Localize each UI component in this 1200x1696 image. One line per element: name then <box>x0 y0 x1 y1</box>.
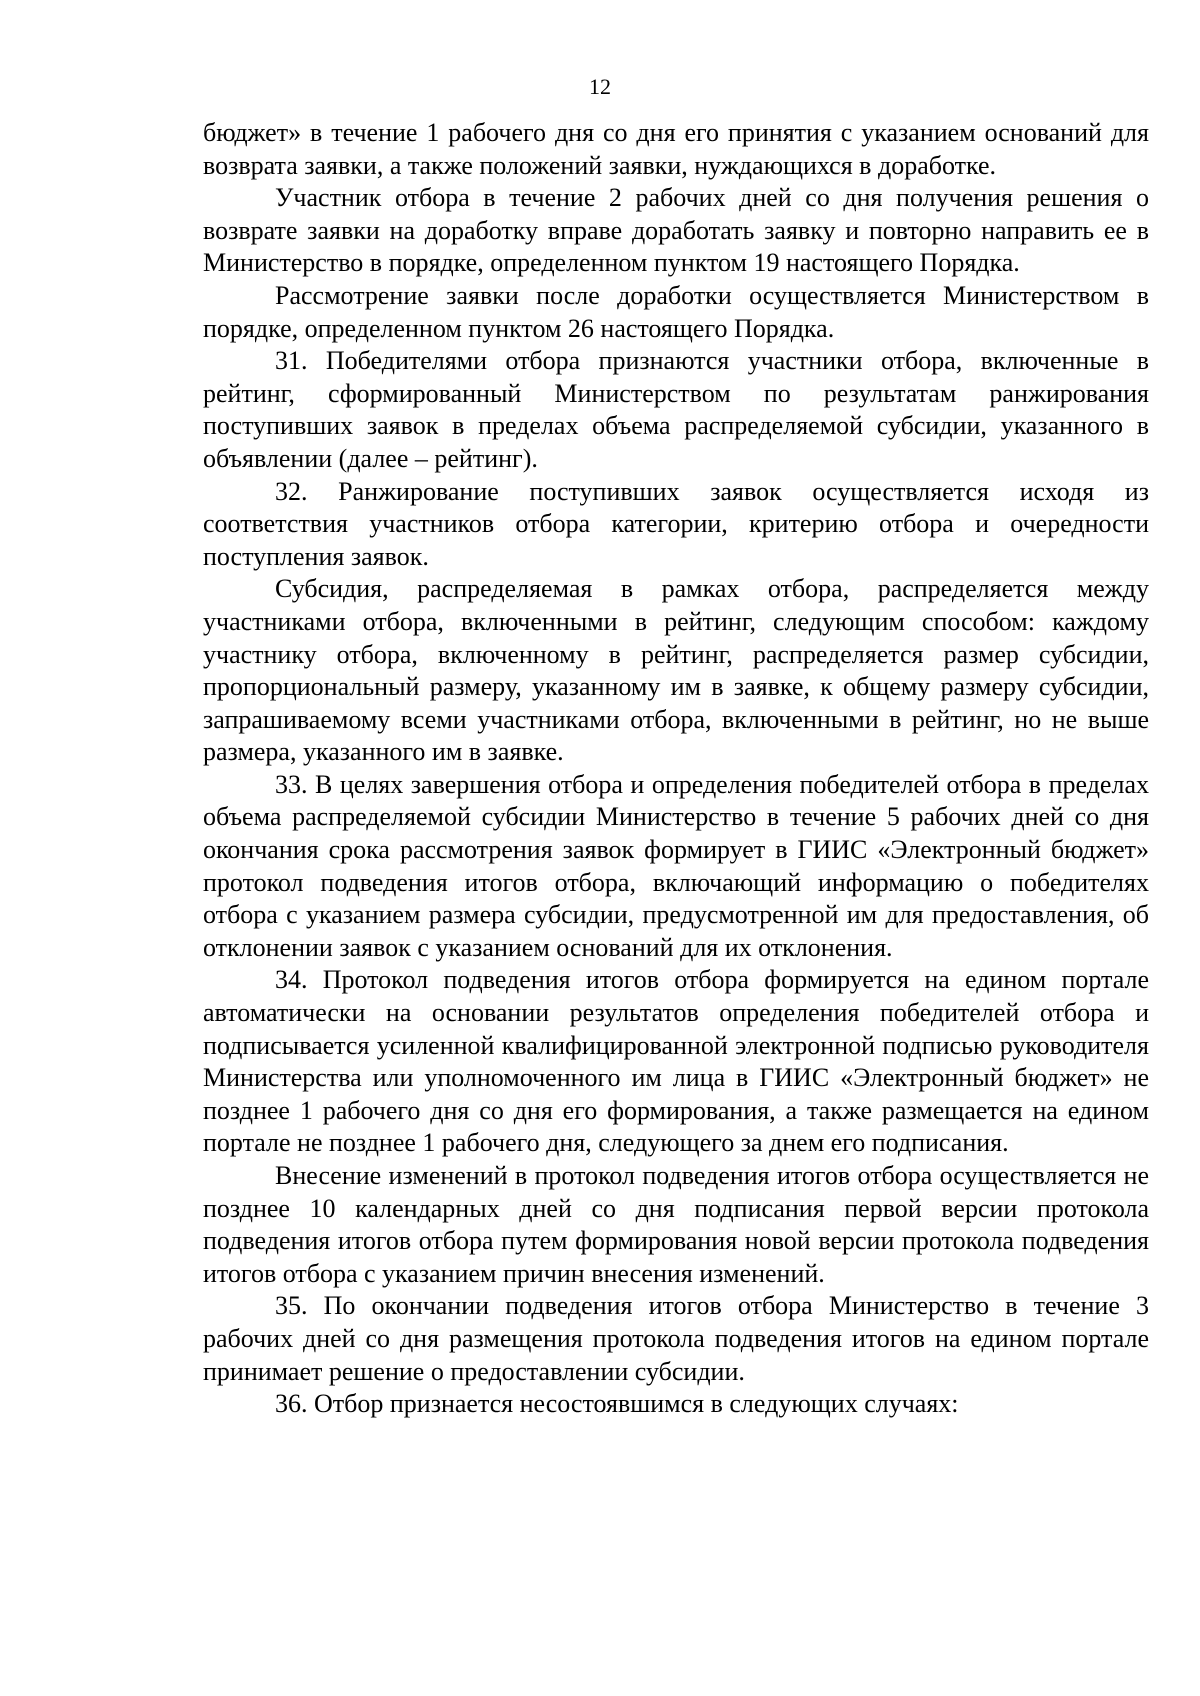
paragraph-item-31: 31. Победителями отбора признаются участники отбора, включенные в рейтинг, сформированный Министерством по результатам ранжирования поступивших заявок в пределах объема распределяемой субсидии, указанного в объявлении (далее – рейтинг). <box>203 346 1149 473</box>
paragraph-item-36: 36. Отбор признается несостоявшимся в следующих случаях: <box>275 1389 959 1419</box>
paragraph-review-after-revision: Рассмотрение заявки после доработки осуществляется Министерством в порядке, определенном пунктом 26 настоящего Порядка. <box>203 280 1149 343</box>
paragraph-subsidy-distribution: Субсидия, распределяемая в рамках отбора, распределяется между участниками отбора, включенными в рейтинг, следующим способом: каждому участнику отбора, включенному в рейтинг, распределяется размер субсидии, пропорциональный размеру, указанному им в заявке, к общему размеру субсидии, запрашиваемому всеми участниками отбора, включенными в рейтинг, но не выше размера, указанного им в заявке. <box>203 574 1149 767</box>
paragraph-continuation: бюджет» в течение 1 рабочего дня со дня его принятия с указанием оснований для возврата заявки, а также положений заявки, нуждающихся в доработке. <box>203 118 1149 180</box>
page-number: 12 <box>589 74 611 99</box>
paragraph-resubmission: Участник отбора в течение 2 рабочих дней со дня получения решения о возврате заявки на доработку вправе доработать заявку и повторно направить ее в Министерство в порядке, определенном пунктом 19 настоящего Порядка. <box>203 183 1149 278</box>
document-body <box>203 117 1149 1421</box>
paragraph-item-34: 34. Протокол подведения итогов отбора формируется на едином портале автоматически на основании результатов определения победителей отбора и подписывается усиленной квалифицированной электронной подписью руководителя Министерства или уполномоченного им лица в ГИИС «Электронный бюджет» не позднее 1 рабочего дня со дня его формирования, а также размещается на едином портале не позднее 1 рабочего дня, следующего за днем его подписания. <box>203 965 1149 1158</box>
paragraph-protocol-changes: Внесение изменений в протокол подведения итогов отбора осуществляется не позднее 10 календарных дней со дня подписания первой версии протокола подведения итогов отбора путем формирования новой версии протокола подведения итогов отбора с указанием причин внесения изменений. <box>203 1161 1149 1288</box>
paragraph-item-35: 35. По окончании подведения итогов отбора Министерство в течение 3 рабочих дней со дня размещения протокола подведения итогов на едином портале принимает решение о предоставлении субсидии. <box>203 1291 1149 1386</box>
paragraph-item-32: 32. Ранжирование поступивших заявок осуществляется исходя из соответствия участников отбора категории, критерию отбора и очередности поступления заявок. <box>203 476 1149 571</box>
paragraph-item-33: 33. В целях завершения отбора и определения победителей отбора в пределах объема распределяемой субсидии Министерство в течение 5 рабочих дней со дня окончания срока рассмотрения заявок формирует в ГИИС «Электронный бюджет» протокол подведения итогов отбора, включающий информацию о победителях отбора с указанием размера субсидии, предусмотренной им для предоставления, об отклонении заявок с указанием оснований для их отклонения. <box>203 769 1149 962</box>
